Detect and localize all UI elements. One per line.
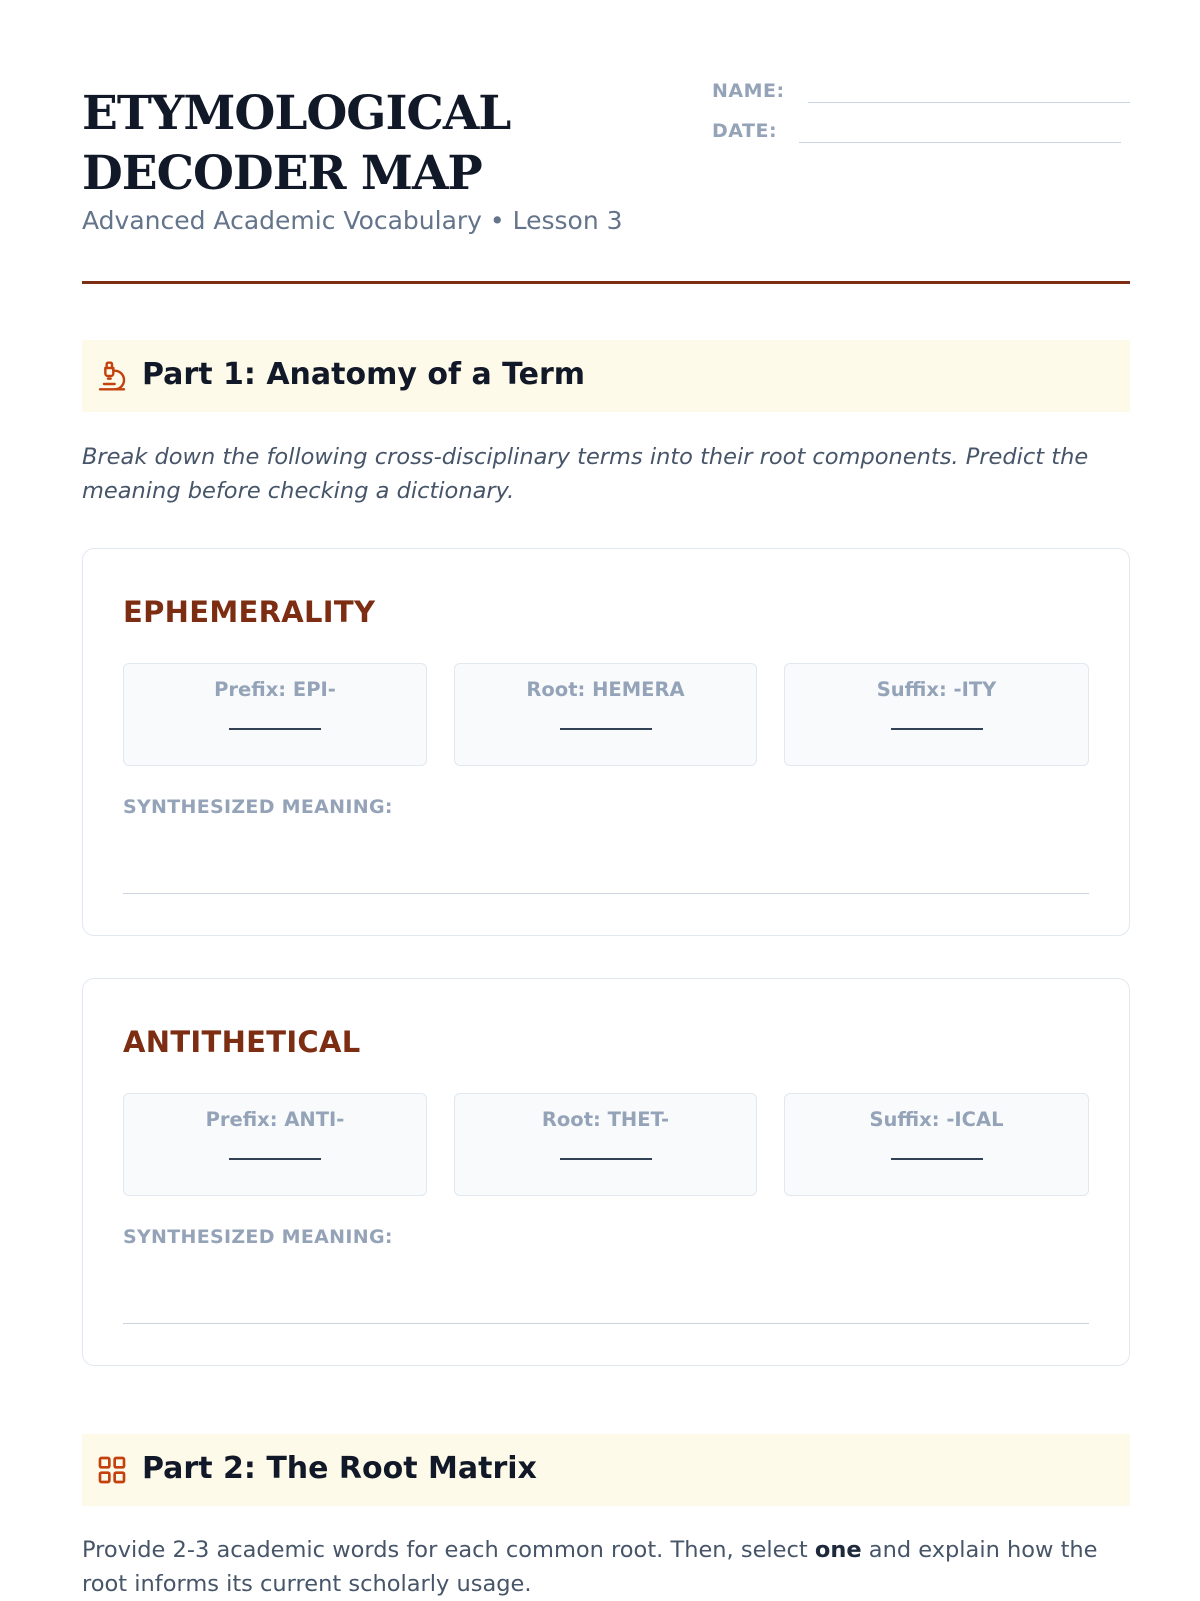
part1-header: [82, 340, 1130, 412]
suffix-box[interactable]: [784, 1093, 1089, 1196]
title-line-2: DECODER MAP: [82, 146, 482, 201]
root-blank[interactable]: [560, 728, 652, 730]
meaning-field[interactable]: [123, 1323, 1089, 1324]
part1-title: Part 1: Anatomy of a Term: [142, 357, 586, 392]
page-title: [82, 84, 642, 204]
name-label: NAME:: [712, 80, 785, 102]
prefix-blank[interactable]: [229, 1158, 321, 1160]
name-field[interactable]: [808, 102, 1130, 103]
part2-instructions-start: Provide 2-3 academic words for each common root. Then, select: [82, 1537, 815, 1563]
part2-instructions-emphasis: one: [814, 1537, 862, 1563]
date-row: [712, 118, 1130, 148]
page-subtitle: Advanced Academic Vocabulary • Lesson 3: [82, 206, 623, 235]
grid-icon: [96, 1454, 128, 1486]
root-label: Root: HEMERA: [526, 678, 685, 701]
microscope-icon: [96, 360, 128, 392]
root-box[interactable]: [454, 1093, 757, 1196]
suffix-blank[interactable]: [891, 728, 983, 730]
title-line-1: ETYMOLOGICAL: [82, 86, 511, 141]
term-card-antithetical: [82, 978, 1130, 1366]
root-box[interactable]: [454, 663, 757, 766]
suffix-box[interactable]: [784, 663, 1089, 766]
prefix-label: Prefix: EPI-: [214, 678, 336, 701]
date-field[interactable]: [799, 142, 1121, 143]
prefix-box[interactable]: [123, 663, 427, 766]
prefix-blank[interactable]: [229, 728, 321, 730]
meaning-label: SYNTHESIZED MEANING:: [123, 796, 393, 818]
header-divider: [82, 281, 1130, 284]
date-label: DATE:: [712, 120, 778, 142]
part1-instructions: Break down the following cross-disciplinary terms into their root components. Predict the meaning before checking a dictionary.: [82, 444, 1089, 504]
name-row: [712, 78, 1130, 108]
root-blank[interactable]: [560, 1158, 652, 1160]
suffix-label: Suffix: -ITY: [876, 678, 997, 701]
meaning-field[interactable]: [123, 893, 1089, 894]
term-word: ANTITHETICAL: [123, 1025, 361, 1059]
part2-header: [82, 1434, 1130, 1506]
suffix-blank[interactable]: [891, 1158, 983, 1160]
part2-instructions-end: and explain how the root informs its current scholarly usage.: [82, 1537, 1098, 1597]
suffix-label: Suffix: -ICAL: [869, 1108, 1004, 1131]
part2-instructions: [82, 1533, 1130, 1601]
prefix-label: Prefix: ANTI-: [205, 1108, 345, 1131]
term-card-ephemerality: [82, 548, 1130, 936]
root-label: Root: THET-: [541, 1108, 670, 1131]
term-word: EPHEMERALITY: [123, 595, 376, 629]
prefix-box[interactable]: [123, 1093, 427, 1196]
meaning-label: SYNTHESIZED MEANING:: [123, 1226, 393, 1248]
part2-title: Part 2: The Root Matrix: [142, 1451, 537, 1486]
